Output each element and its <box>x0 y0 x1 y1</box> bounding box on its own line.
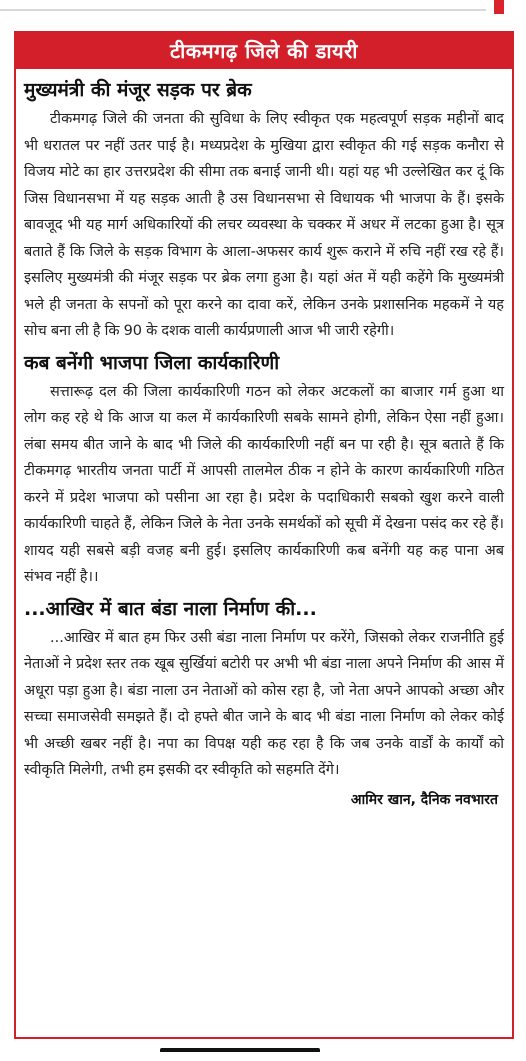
top-strip <box>0 0 526 14</box>
section-heading-bjp-executive: कब बनेंगी भाजपा जिला कार्यकारिणी <box>24 351 280 374</box>
column-title: टीकमगढ़ जिले की डायरी <box>16 33 512 69</box>
byline: आमिर खान, दैनिक नवभारत <box>350 791 498 808</box>
diary-column-box <box>14 31 514 1039</box>
section-heading-banda-nala: ...आखिर में बात बंडा नाला निर्माण की... <box>24 597 317 620</box>
section-heading-cm-road: मुख्यमंत्री की मंजूर सड़क पर ब्रेक <box>24 79 252 101</box>
next-article-fragment <box>0 1044 526 1061</box>
section-body-banda-nala: ...आखिर में बात हम फिर उसी बंडा नाला निर्माण पर करेंगे, जिसको लेकर राजनीति हुई नेताओं ने प्रदेश स्तर तक खूब सुर्खियां बटोरी पर अभी भी बंडा नाला अपने निर्माण की आस में अधूरा पड़ा हुआ है। बंडा नाला उन नेताओं को कोस रहा है, जो नेता अपने आपको अच्छा और सच्चा समाजसेवी समझते हैं। दो हफ्ते बीत जाने के बाद भी बंडा नाला निर्माण को लेकर कोई भी अच्छी खबर नहीं है। नपा का विपक्ष यही कह रहा है कि जब उनके वार्डों के कार्यों को स्वीकृति मिलेगी, तभी हम इसकी दर स्वीकृति को सहमति देंगे। <box>24 629 504 778</box>
red-corner-marker <box>494 0 504 14</box>
section-body-bjp-executive: सत्तारूढ़ दल की जिला कार्यकारिणी गठन को लेकर अटकलों का बाजार गर्म हुआ था लोग कह रहे थे कि आज या कल में कार्यकारिणी सबके सामने होगी, लेकिन ऐसा नहीं हुआ। लंबा समय बीत जाने के बाद भी जिले की कार्यकारिणी नहीं बन पा रही है। सूत्र बताते हैं कि टीकमगढ़ भारतीय जनता पार्टी में आपसी तालमेल ठीक न होने के कारण कार्यकारिणी गठित करने में प्रदेश भाजपा को पसीना आ रहा है। प्रदेश के पदाधिकारी सबको खुश करने वाली कार्यकारिणी चाहते हैं, लेकिन जिले के नेता उनके समर्थकों को सूची में देखना पसंद कर रहे हैं। शायद यही सबसे बड़ी वजह बनी हुई। इसलिए कार्यकारिणी कब बनेंगी यह कह पाना अब संभव नहीं है।। <box>24 383 504 585</box>
top-rule <box>0 9 486 11</box>
section-body-cm-road: टीकमगढ़ जिले की जनता की सुविधा के लिए स्वीकृत एक महत्वपूर्ण सड़क महीनों बाद भी धरातल पर नहीं उतर पाई है। मध्यप्रदेश के मुखिया द्वारा स्वीकृत की गई सड़क कनौरा से विजय मोटे का हार उत्तरप्रदेश की सीमा तक बनाई जानी थी। यहां यह भी उल्लेखित कर दूं कि जिस विधानसभा में यह सड़क आती है उस विधानसभा से विधायक भी भाजपा के हैं। इसके बावजूद भी यह मार्ग अधिकारियों की लचर व्यवस्था के चक्कर में अधर में लटका हुआ है। सूत्र बताते हैं कि जिले के सड़क विभाग के आला-अफसर कार्य शुरू कराने में रुचि नहीं रख रहे हैं। इसलिए मुख्यमंत्री की मंजूर सड़क पर ब्रेक लगा हुआ है। यहां अंत में यही कहेंगे कि मुख्यमंत्री भले ही जनता के सपनों को पूरा करने का दावा करें, लेकिन उनके प्रशासनिक महकमें ने यह सोच बना ली है कि 90 के दशक वाली कार्यप्रणाली आज भी जारी रहेगी। <box>24 111 504 339</box>
cropped-heading-glyph <box>160 1048 320 1061</box>
column-content <box>16 69 512 809</box>
